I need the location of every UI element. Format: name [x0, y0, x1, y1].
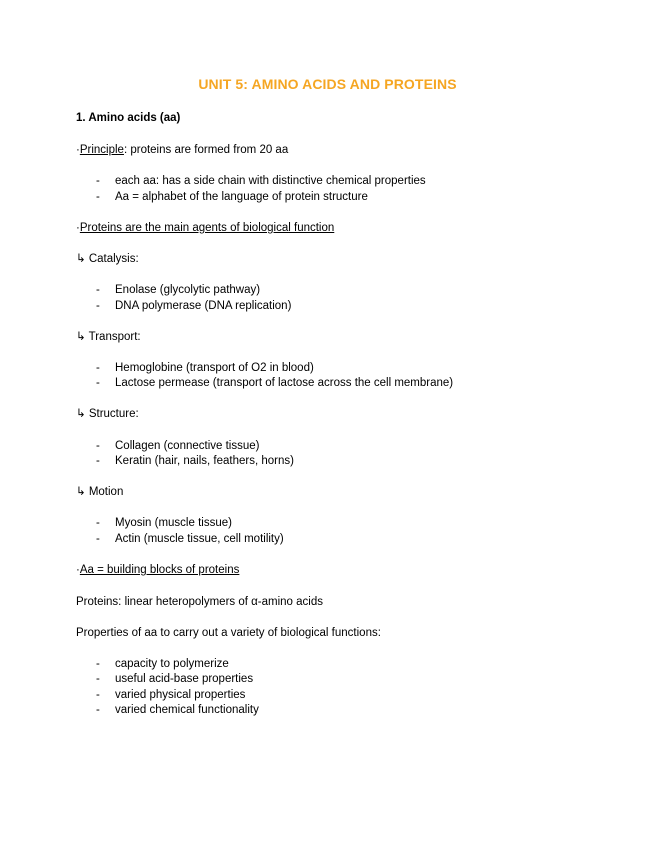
- list-item: Actin (muscle tissue, cell motility): [115, 533, 284, 545]
- list-dash: -: [96, 362, 100, 374]
- bullet-dot: ·: [76, 222, 80, 234]
- list-item: Hemoglobine (transport of O2 in blood): [115, 362, 314, 374]
- list-item: varied physical properties: [115, 689, 246, 701]
- building-blocks-text: Aa = building blocks of proteins: [79, 564, 240, 576]
- list-dash: -: [96, 440, 100, 452]
- properties-intro: Properties of aa to carry out a variety of biological functions:: [76, 627, 381, 639]
- list-item: varied chemical functionality: [115, 704, 259, 716]
- list-item: Aa = alphabet of the language of protein structure: [115, 191, 368, 203]
- list-item: Keratin (hair, nails, feathers, horns): [115, 455, 294, 467]
- principle-text: : proteins are formed from 20 aa: [123, 144, 289, 156]
- list-item: capacity to polymerize: [115, 658, 229, 670]
- bullet-dot: ·: [76, 144, 80, 156]
- building-blocks-line: [76, 563, 239, 577]
- list-dash: -: [96, 191, 100, 203]
- list-item: Myosin (muscle tissue): [115, 517, 232, 529]
- principle-line: [76, 143, 288, 157]
- list-dash: -: [96, 673, 100, 685]
- list-item: useful acid-base properties: [115, 673, 254, 685]
- list-item: Lactose permease (transport of lactose across the cell membrane): [115, 377, 454, 389]
- list-dash: -: [96, 455, 100, 467]
- list-dash: -: [96, 704, 100, 716]
- list-item: DNA polymerase (DNA replication): [115, 300, 292, 312]
- catalysis-label: ↳ Catalysis:: [76, 253, 139, 265]
- proteins-agents-line: [76, 221, 334, 235]
- proteins-definition: Proteins: linear heteropolymers of α-amino acids: [76, 596, 323, 608]
- motion-label: ↳ Motion: [76, 486, 124, 498]
- list-dash: -: [96, 284, 100, 296]
- bullet-dot: ·: [76, 564, 80, 576]
- structure-label: ↳ Structure:: [76, 408, 139, 420]
- proteins-agents-text: Proteins are the main agents of biological function: [79, 222, 335, 234]
- transport-label: ↳ Transport:: [76, 331, 141, 343]
- section-heading-amino-acids: 1. Amino acids (aa): [76, 112, 181, 124]
- principle-label: Principle: [79, 144, 124, 156]
- page-title: UNIT 5: AMINO ACIDS AND PROTEINS: [198, 76, 457, 92]
- list-dash: -: [96, 175, 100, 187]
- list-dash: -: [96, 533, 100, 545]
- list-dash: -: [96, 300, 100, 312]
- list-item: Enolase (glycolytic pathway): [115, 284, 261, 296]
- list-dash: -: [96, 658, 100, 670]
- list-item: each aa: has a side chain with distinctive chemical properties: [115, 175, 426, 187]
- list-item: Collagen (connective tissue): [115, 440, 260, 452]
- list-dash: -: [96, 689, 100, 701]
- list-dash: -: [96, 377, 100, 389]
- list-dash: -: [96, 517, 100, 529]
